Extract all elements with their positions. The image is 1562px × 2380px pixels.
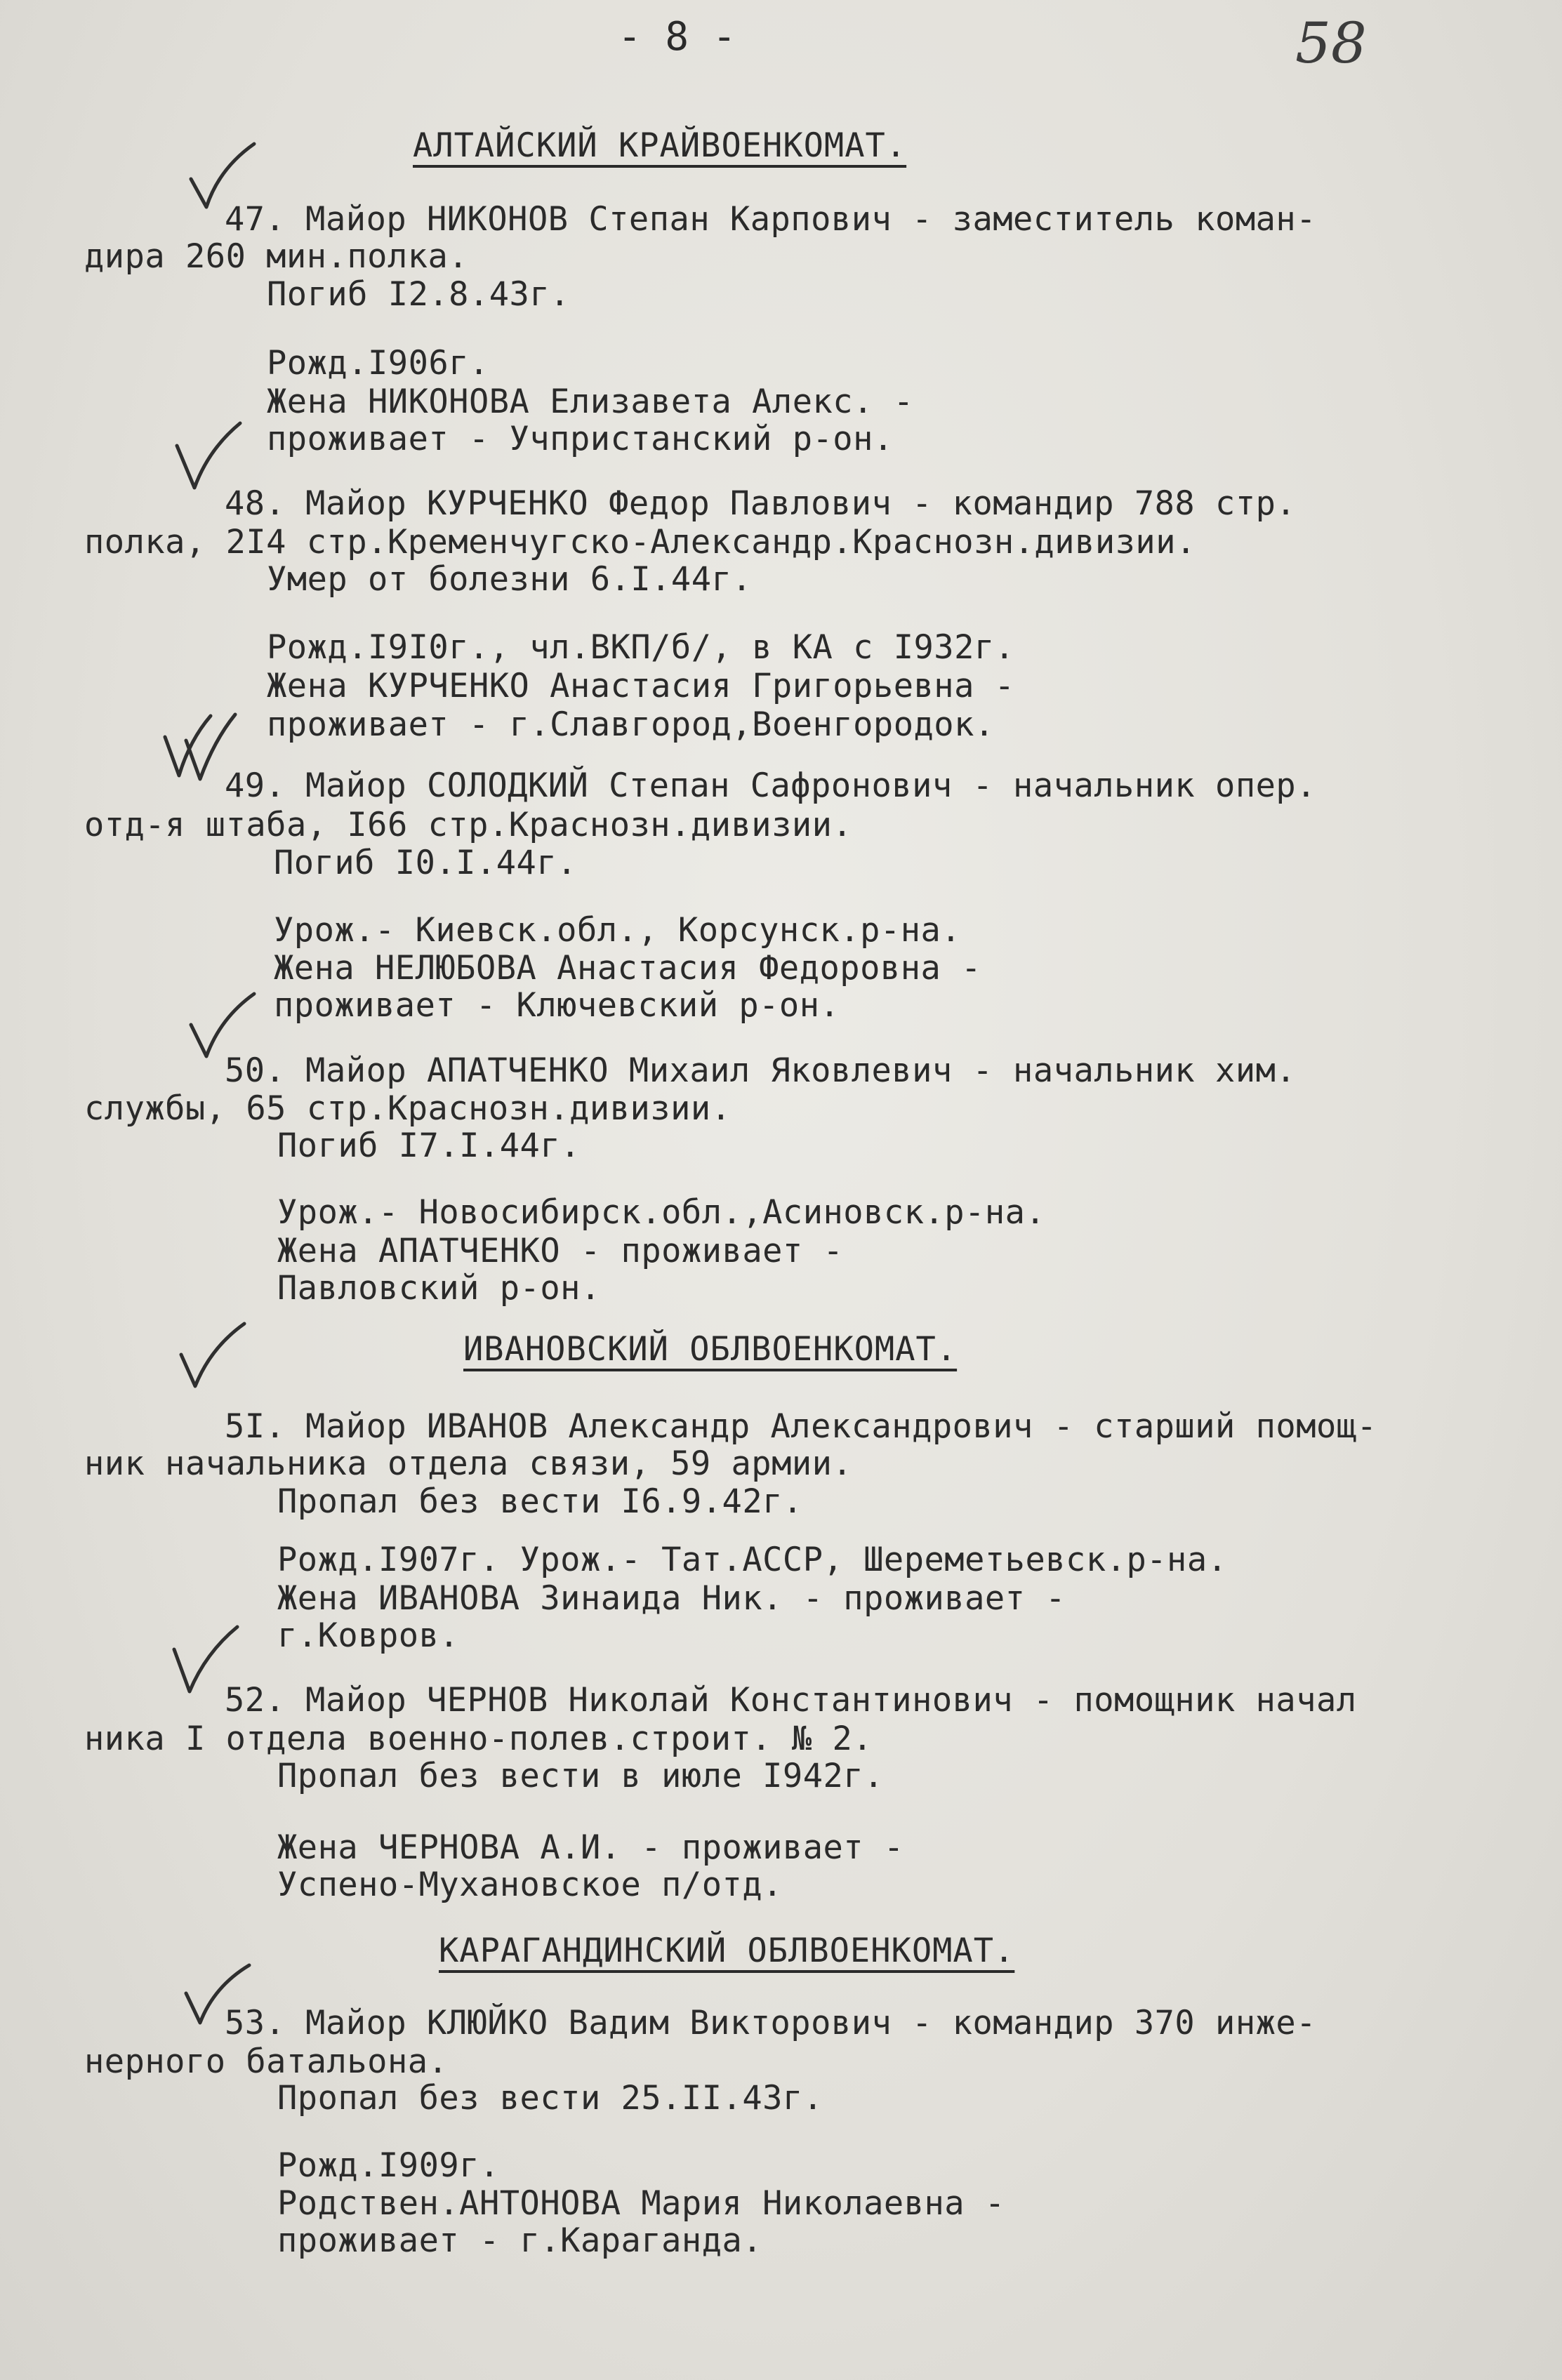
entry-53-detail: проживает - г.Караганда.	[277, 2221, 763, 2260]
entry-48-detail: проживает - г.Славгород,Военгородок.	[267, 705, 995, 744]
entry-52-detail: Жена ЧЕРНОВА А.И. - проживает -	[277, 1828, 904, 1867]
entry-53-continuation: нерного батальона.	[84, 2042, 449, 2081]
entry-49-detail: проживает - Ключевский р-он.	[274, 986, 840, 1025]
archive-number: 58	[1295, 11, 1367, 76]
entry-51-first-line: 5I. Майор ИВАНОВ Александр Александрович - старший помощ-	[225, 1407, 1377, 1446]
entry-47-first-line: 47. Майор НИКОНОВ Степан Карпович - заместитель коман-	[225, 200, 1317, 239]
entry-52-continuation: ника I отдела военно-полев.строит. № 2.	[84, 1720, 873, 1758]
entry-47-fate: Погиб I2.8.43г.	[267, 275, 570, 314]
entry-49-continuation: отд-я штаба, I66 стр.Краснозн.дивизии.	[84, 806, 853, 844]
entry-48-detail: Рожд.I9I0г., чл.ВКП/б/, в КА с I932г.	[267, 628, 1015, 667]
entry-51-detail: Рожд.I907г. Урож.- Тат.АССР, Шереметьевск.р-на.	[277, 1541, 1228, 1579]
entry-50-first-line: 50. Майор АПАТЧЕНКО Михаил Яковлевич - начальник хим.	[225, 1051, 1297, 1090]
check-mark-icon	[170, 418, 247, 495]
entry-48-detail: Жена КУРЧЕНКО Анастасия Григорьевна -	[267, 667, 1015, 705]
entry-53-detail: Родствен.АНТОНОВА Мария Николаевна -	[277, 2184, 1005, 2223]
entry-53-fate: Пропал без вести 25.II.43г.	[277, 2079, 823, 2118]
page-number: - 8 -	[618, 14, 736, 60]
entry-51-detail: Жена ИВАНОВА Зинаида Ник. - проживает -	[277, 1579, 1066, 1618]
entry-50-fate: Погиб I7.I.44г.	[277, 1126, 581, 1165]
entry-51-fate: Пропал без вести I6.9.42г.	[277, 1482, 803, 1521]
entry-50-detail: Павловский р-он.	[277, 1269, 601, 1308]
entry-47-detail: проживает - Учпристанский р-он.	[267, 420, 894, 458]
section-heading-ivanovo: ИВАНОВСКИЙ ОБЛВОЕНКОМАТ.	[463, 1330, 958, 1369]
entry-53-detail: Рожд.I909г.	[277, 2146, 500, 2185]
entry-49-detail: Урож.- Киевск.обл., Корсунск.р-на.	[274, 911, 962, 950]
entry-48-fate: Умер от болезни 6.I.44г.	[267, 560, 753, 599]
entry-49-first-line: 49. Майор СОЛОДКИЙ Степан Сафронович - начальник опер.	[225, 766, 1317, 805]
entry-49-detail: Жена НЕЛЮБОВА Анастасия Федоровна -	[274, 949, 981, 988]
entry-53-first-line: 53. Майор КЛЮЙКО Вадим Викторович - командир 370 инже-	[225, 2004, 1317, 2042]
entry-50-detail: Урож.- Новосибирск.обл.,Асиновск.р-на.	[277, 1193, 1046, 1232]
entry-49-fate: Погиб I0.I.44г.	[274, 844, 577, 882]
entry-47-continuation: дира 260 мин.полка.	[84, 237, 469, 276]
entry-48-continuation: полка, 2I4 стр.Кременчугско-Александр.Краснозн.дивизии.	[84, 523, 1196, 561]
entry-52-first-line: 52. Майор ЧЕРНОВ Николай Константинович - помощник начал	[225, 1681, 1357, 1720]
entry-52-detail: Успено-Мухановское п/отд.	[277, 1866, 783, 1904]
check-mark-icon	[174, 1319, 251, 1397]
entry-51-continuation: ник начальника отдела связи, 59 армии.	[84, 1444, 853, 1483]
section-heading-karaganda: КАРАГАНДИНСКИЙ ОБЛВОЕНКОМАТ.	[439, 1932, 1015, 1970]
entry-50-continuation: службы, 65 стр.Краснозн.дивизии.	[84, 1089, 732, 1128]
entry-51-detail: г.Ковров.	[277, 1616, 460, 1655]
entry-47-detail: Рожд.I906г.	[267, 344, 489, 383]
entry-47-detail: Жена НИКОНОВА Елизавета Алекс. -	[267, 383, 914, 421]
section-heading-altai: АЛТАЙСКИЙ КРАЙВОЕНКОМАТ.	[413, 126, 907, 165]
entry-50-detail: Жена АПАТЧЕНКО - проживает -	[277, 1232, 844, 1270]
entry-48-first-line: 48. Майор КУРЧЕНКО Федор Павлович - командир 788 стр.	[225, 484, 1297, 523]
entry-52-fate: Пропал без вести в июле I942г.	[277, 1757, 884, 1795]
